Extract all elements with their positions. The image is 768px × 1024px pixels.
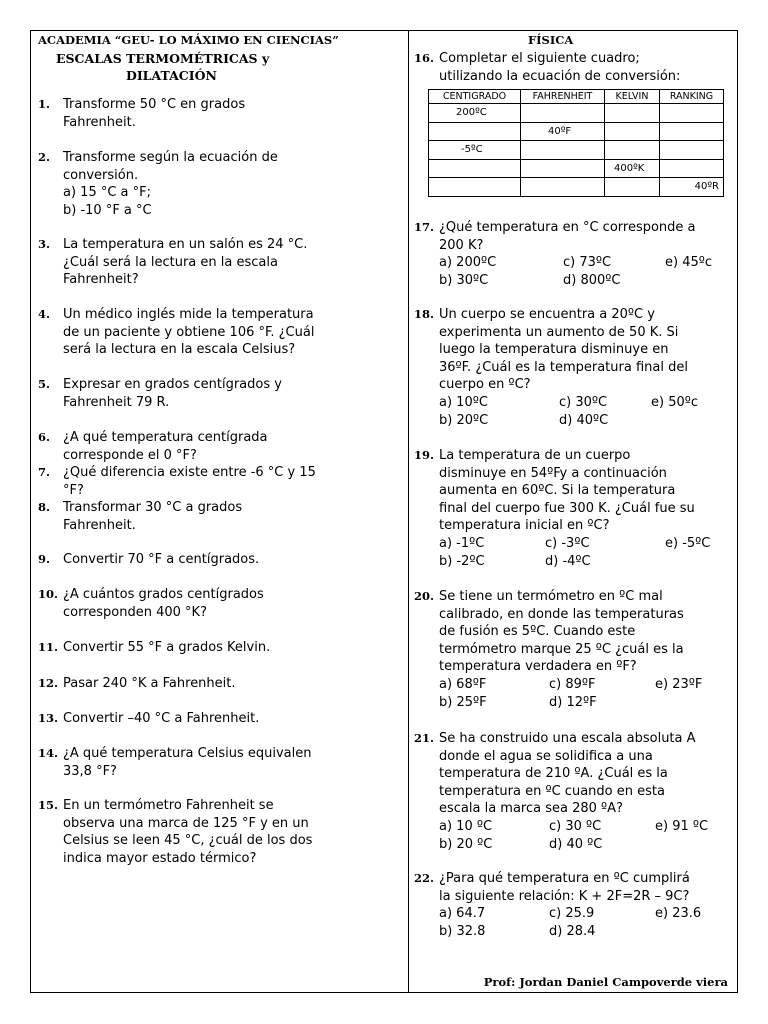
option-a: a) 10 ºC: [439, 818, 493, 834]
question-14: 14. ¿A qué temperatura Celsius equivalen 33,8 °F?: [38, 746, 312, 779]
option-c: c) -3ºC: [545, 535, 590, 551]
table-header-cell: RANKING: [660, 90, 724, 104]
question-22: 22. ¿Para qué temperatura en ºC cumplirá la siguiente relación: K + 2F=2R – 9C? a) 64.7 c) 25.9 e) 23.6 b) 32.8 d) 28.4: [414, 871, 702, 939]
option-c: c) 73ºC: [563, 255, 612, 271]
question-17: 17. ¿Qué temperatura en °C corresponde a 200 K? a) 200ºC c) 73ºC e) 45ºc b) 30ºC d) 800ºC: [414, 220, 713, 288]
option-d: d) 28.4: [549, 923, 596, 939]
option-a: a) 64.7: [439, 906, 486, 922]
table-cell: 40ºR: [660, 178, 724, 197]
conversion-table: [428, 89, 724, 197]
table-cell: [660, 122, 724, 141]
option-b: b) 25ºF: [439, 694, 487, 710]
question-16: 16. Completar el siguiente cuadro; utilizando la ecuación de conversión:: [414, 51, 681, 84]
table-row: [429, 122, 724, 141]
question-2: 2. Transforme según la ecuación de conversión. a) 15 °C a °F; b) -10 °F a °C: [38, 150, 278, 218]
table-row: [429, 104, 724, 123]
option-a: a) 200ºC: [439, 255, 497, 271]
question-10: 10. ¿A cuántos grados centígrados corresponden 400 °K?: [38, 587, 264, 620]
table-cell: [521, 178, 605, 197]
option-b: b) 20ºC: [439, 412, 489, 428]
option-c: c) 30ºC: [559, 394, 608, 410]
option-a: a) -1ºC: [439, 535, 485, 551]
question-8: 8. Transformar 30 °C a grados Fahrenheit.: [38, 500, 243, 533]
table-cell: [605, 141, 660, 160]
option-a: a) 10ºC: [439, 394, 488, 410]
table-cell: [429, 159, 521, 178]
question-19: 19. La temperatura de un cuerpo disminuye en 54ºFy a continuación aumenta en 60ºC. Si la temperatura final del cuerpo fue 300 K. ¿Cuál fue su temperatura inicial en ºC? a) -1ºC c) -3ºC e) -5ºC b) -2ºC d) -4ºC: [414, 448, 711, 569]
table-cell: 400ºK: [605, 159, 660, 178]
table-cell: [605, 122, 660, 141]
option-e: e) 91 ºC: [655, 818, 709, 834]
question-15: 15. En un termómetro Fahrenheit se observa una marca de 125 °F y en un Celsius se leen 45 °C, ¿cuál de los dos indica mayor estado térmico?: [38, 798, 313, 866]
table-cell: 200ºC: [429, 104, 521, 123]
table-cell: 40ºF: [521, 122, 605, 141]
option-d: d) 800ºC: [563, 272, 621, 288]
question-13: 13. Convertir –40 °C a Fahrenheit.: [38, 711, 260, 726]
table-row: [429, 159, 724, 178]
option-d: d) 40 ºC: [549, 836, 603, 852]
question-6: 6. ¿A qué temperatura centígrada corresponde el 0 °F?: [38, 430, 268, 463]
table-header-row: [429, 90, 724, 104]
column-divider: [408, 30, 409, 993]
question-21: 21. Se ha construido una escala absoluta A donde el agua se solidifica a una temperatura de 210 ºA. ¿Cuál es la temperatura en ºC cuando en esta escala la marca sea 280 ºA? a) 10 ºC c) 30 ºC e) 91 ºC b) 20 ºC d) 40 ºC: [414, 731, 709, 852]
table-cell: [429, 178, 521, 197]
academy-name: ACADEMIA “GEU- LO MÁXIMO EN CIENCIAS”: [38, 33, 339, 47]
question-12: 12. Pasar 240 °K a Fahrenheit.: [38, 676, 236, 691]
option-b: b) 32.8: [439, 923, 486, 939]
table-cell: [605, 178, 660, 197]
option-b: b) 30ºC: [439, 272, 489, 288]
option-d: d) 40ºC: [559, 412, 609, 428]
question-7: 7. ¿Qué diferencia existe entre -6 °C y 15 °F?: [38, 465, 316, 498]
page-subtitle: DILATACIÓN: [126, 68, 217, 83]
question-18: 18. Un cuerpo se encuentra a 20ºC y experimenta un aumento de 50 K. Si luego la temperatura disminuye en 36ºF. ¿Cuál es la temperatura final del cuerpo en ºC? a) 10ºC c) 30ºC e) 50ºc b) 20ºC d) 40ºC: [414, 307, 699, 428]
option-d: d) -4ºC: [545, 553, 591, 569]
table-cell: [521, 104, 605, 123]
table-header-cell: CENTIGRADO: [429, 90, 521, 104]
question-9: 9. Convertir 70 °F a centígrados.: [38, 552, 260, 567]
table-cell: [429, 122, 521, 141]
option-e: e) 23.6: [655, 906, 702, 922]
author-credit: Prof: Jordan Daniel Campoverde viera: [483, 975, 728, 989]
table-cell: [660, 141, 724, 160]
table-header-cell: FAHRENHEIT: [521, 90, 605, 104]
question-4: 4. Un médico inglés mide la temperatura de un paciente y obtiene 106 °F. ¿Cuál será la lectura en la escala Celsius?: [38, 307, 315, 358]
question-11: 11. Convertir 55 °F a grados Kelvin.: [38, 640, 271, 655]
option-e: e) 45ºc: [665, 255, 713, 271]
option-c: c) 89ºF: [549, 676, 596, 692]
table-cell: -5ºC: [429, 141, 521, 160]
option-c: c) 25.9: [549, 906, 595, 922]
table-row: [429, 141, 724, 160]
question-1: 1. Transforme 50 °C en grados Fahrenheit.: [38, 97, 246, 130]
option-c: c) 30 ºC: [549, 818, 602, 834]
table-cell: [660, 104, 724, 123]
table-cell: [605, 104, 660, 123]
subject-label: FÍSICA: [528, 33, 574, 47]
option-e: e) 50ºc: [651, 394, 699, 410]
question-5: 5. Expresar en grados centígrados y Fahrenheit 79 R.: [38, 377, 282, 410]
option-d: d) 12ºF: [549, 694, 597, 710]
option-e: e) 23ºF: [655, 676, 703, 692]
table-row: [429, 178, 724, 197]
option-b: b) 20 ºC: [439, 836, 493, 852]
question-20: 20. Se tiene un termómetro en ºC mal calibrado, en donde las temperaturas de fusión es 5ºC. Cuando este termómetro marque 25 ºC ¿cuál es la temperatura verdadera en ºF? a) 68ºF c) 89ºF e) 23ºF b) 25ºF d) 12ºF: [414, 589, 703, 710]
option-a: a) 68ºF: [439, 676, 487, 692]
table-cell: [521, 141, 605, 160]
question-3: 3. La temperatura en un salón es 24 °C. ¿Cuál será la lectura en la escala Fahrenheit?: [38, 237, 308, 288]
table-cell: [521, 159, 605, 178]
table-cell: [660, 159, 724, 178]
option-e: e) -5ºC: [665, 535, 711, 551]
page-title: ESCALAS TERMOMÉTRICAS y: [56, 51, 270, 66]
table-header-cell: KELVIN: [605, 90, 660, 104]
option-b: b) -2ºC: [439, 553, 485, 569]
